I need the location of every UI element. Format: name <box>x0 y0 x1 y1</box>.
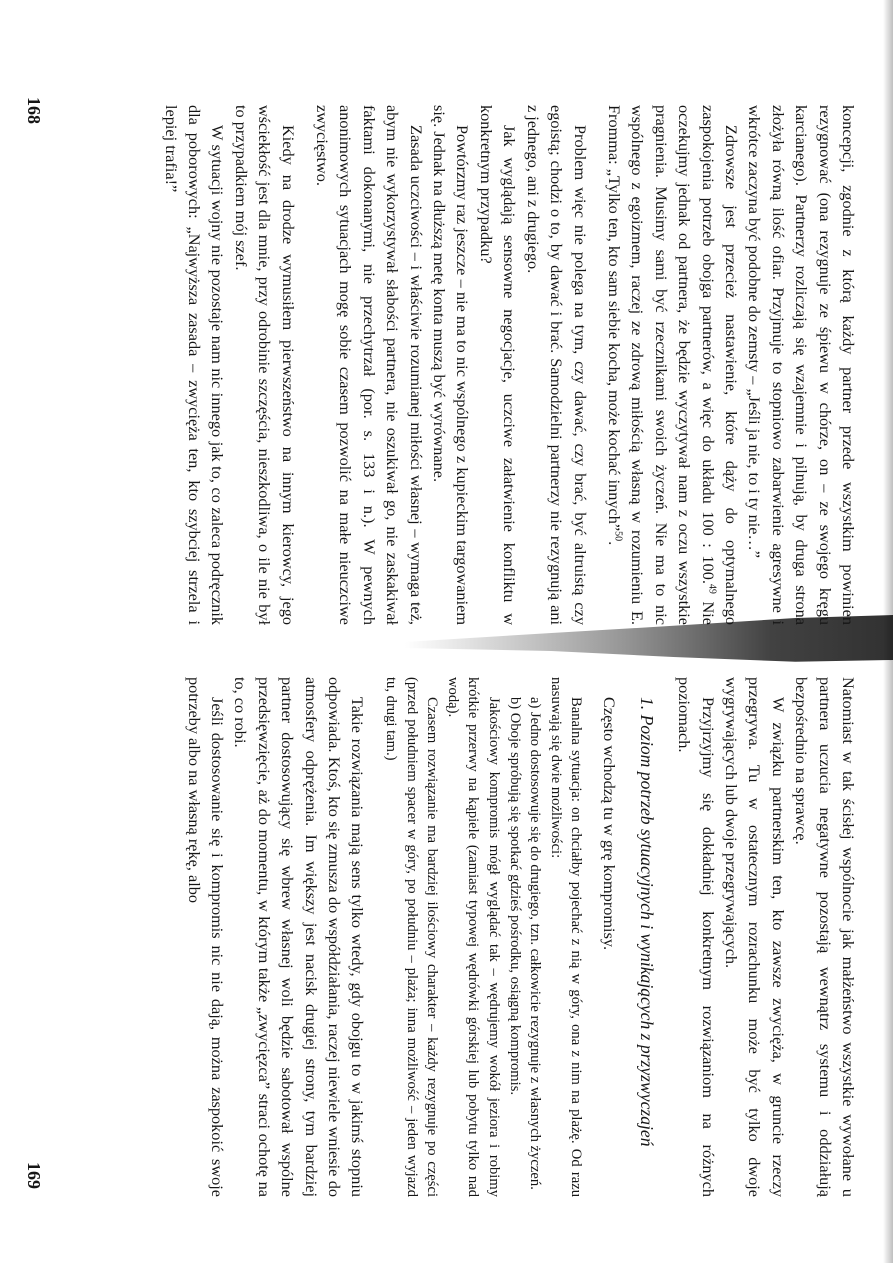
paragraph: Problem więc nie polega na tym, czy dawać, czy brać, być altruistą czy egoistą; chodzi o to, by dawać i brać. Samodzielni partnerzy nie rezygnują ani z jednego, ani z drugiego. <box>523 105 590 625</box>
page-number-left: 168 <box>24 97 44 124</box>
paragraph-text: Nie oczekujmy jednak od partnera, że będzie wyczytywał nam z oczu wszystkie pragnienia. Musimy sami być rzecznikami swoich życzeń. Nie ma to nic wspólnego z egoizmem, raczej ze zdrową miłością własną w rozumieniu E. Fromma: „Tylko ten, kto sam siebie kocha, może kochać innych” <box>604 105 718 625</box>
paragraph: Zasada uczciwości – i właściwie rozumianej miłości własnej – wymaga też, abym nie wykorzystywał słabości partnera, nie oszukiwał go, nie zaskakiwał faktami dokonanymi, nie przechytrzał (por. s. 133 i n.). W pewnych anonimowych sytuacjach mogę sobie czasem pozwolić na małe nieuczciwe zwycięstwo. <box>313 105 426 625</box>
paragraph: koncepcji, zgodnie z którą każdy partner przede wszystkim powinien rezygnować (ona rezygnuje ze śpiewu w chórze, on – ze swojego kręgu karcianego). Partnerzy rozliczają się wzajemnie i pilnują, by druga strona złożyła równą ilość ofiar. Przyjmuje to stopniowo zabarwienie agresywne i wkrótce zaczyna być podobne do zemsty – „Jeśli ja nie, to i ty nie…” <box>745 105 858 625</box>
paragraph: W związku partnerskim ten, kto zawsze zwycięża, w gruncie rzeczy przegrywa. Tu w ostatecznym rozrachunku może być tylko dwoje wygrywających lub dwoje przegrywających. <box>721 677 788 1197</box>
paragraph: Jeśli dostosowanie się i kompromis nic nie dają, można zaspokoić swoje potrzeby albo na własną rękę, albo <box>184 677 227 1197</box>
section-title: 1. Poziom potrzeb sytuacyjnych i wynikających z przyzwyczajeń <box>636 697 657 1147</box>
paragraph: Jakościowy kompromis mógł wyglądać tak – wędrujemy wokół jeziora i robimy krótkie przerwy na kąpiele (zamiast typowej wędrówki górskiej lub pobytu tylko nad wodą). <box>444 677 502 1197</box>
paragraph: Jak wyglądają sensowne negocjacje, uczciwe załatwienie konfliktu w konkretnym przypadku? <box>476 105 520 625</box>
right-page <box>182 677 860 1197</box>
paragraph: W sytuacji wojny nie pozostaje nam nic innego jak to, co zaleca podręcznik dla poborowych: „Najwyższa zasada – zwycięża ten, kto szybciej strzela i lepiej trafia!” <box>161 105 228 625</box>
left-page <box>159 105 860 625</box>
paragraph: Zdrowsze jest przecież nastawienie, które dąży do optymalnego zaspokojenia potrzeb obojga partnerów, a więc do układu 100 : 100.49 Nie oczekujmy jednak od partnera, że będzie wyczytywał nam z oczu wszystkie pragnienia. Musimy sami być rzecznikami swoich życzeń. Nie ma to nic wspólnego z egoizmem, raczej ze zdrową miłością własną w rozumieniu E. Fromma: „Tylko ten, kto sam siebie kocha, może kochać innych”$^{50}$. <box>604 105 741 625</box>
paragraph: Natomiast w tak ścisłej wspólnocie jak małżeństwo wszystkie wywołane u partnera uczucia negatywne pozostają wewnątrz systemu i oddziałują bezpośrednio na sprawcę. <box>792 677 858 1197</box>
paragraph: Takie rozwiązania mają sens tylko wtedy, gdy obojgu to w jakimś stopniu odpowiada. Ktoś, kto się zmusza do współdziałania, raczej niewiele wniesie do atmosfery odprężenia. Im większy jest nacisk drugiej strony, tym bardziej partner dostosowujący się wbrew własnej woli będzie sabotował wspólne przedsięwzięcie, aż do momentu, w którym także „zwycięzca” straci ochotę na to, co robi. <box>231 677 368 1197</box>
paragraph: Powtórzmy raz jeszcze – nie ma to nic wspólnego z kupieckim targowaniem się. Jednak na dłuższą metę konta muszą być wyrównane. <box>430 105 473 625</box>
page-number-right: 169 <box>24 1162 44 1189</box>
footnote-marker: 50 <box>612 531 624 542</box>
paragraph: Banalna sytuacja: on chciałby pojechać z nią w góry, ona z nim na plażę. Od razu nasuwają się dwie możliwości: <box>547 677 585 1197</box>
paragraph: Czasem rozwiązanie ma bardziej ilościowy charakter – każdy rezygnuje po części (przed południem spacer w góry, po południu – plaża; inna możliwość – jeden wyjazd tu, drugi tam.) <box>383 677 441 1197</box>
paragraph-text: Zdrowsze jest przecież nastawienie, które dąży do optymalnego zaspokojenia potrzeb obojga partnerów, a więc do układu 100 : 100. <box>698 105 741 625</box>
list-item: b) Oboje spróbują się spotkać gdzieś pośrodku, osiągną kompromis. <box>506 697 523 1096</box>
paragraph: Przyjrzyjmy się dokładniej konkretnym rozwiązaniom na różnych poziomach. <box>675 677 718 1197</box>
paragraph: Kiedy na drodze wymusiłem pierwszeństwo na innym kierowcy, jego wściekłość jest dla mnie, przy odrobinie szczęścia, nieszkodliwa, o ile nie był to przypadkiem mój szef. <box>231 105 298 625</box>
page-edge-shadow <box>883 0 893 1263</box>
list-item: a) Jedno dostosowuje się do drugiego, tzn. całkowicie rezygnuje z własnych życzeń. <box>527 697 544 1190</box>
section-intro: Często wchodzą tu w grę kompromisy. <box>599 697 619 951</box>
footnote-marker: 49 <box>705 583 717 594</box>
